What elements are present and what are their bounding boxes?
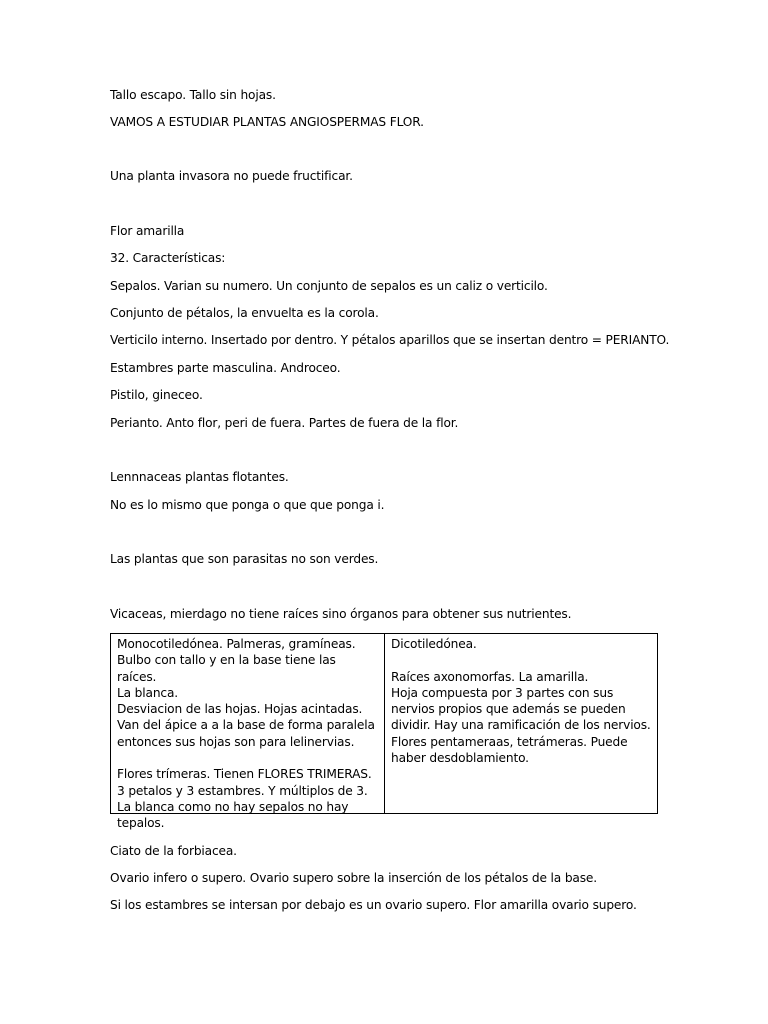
table-cell-line: Desviacion de las hojas. Hojas acintadas. Van del ápice a a la base de forma paralela entonces sus hojas son para lelinervias. xyxy=(117,702,375,749)
table-cell-line: Hoja compuesta por 3 partes con sus nervios propios que además se pueden dividir. Hay una ramificación de los nervios. xyxy=(391,685,651,733)
table-cell-line: Raíces axonomorfas. La amarilla. xyxy=(391,669,589,684)
comparison-table xyxy=(110,633,658,831)
table-cell-line: La blanca. xyxy=(117,685,178,700)
table-cell-line: Dicotiledónea. xyxy=(391,637,477,651)
paragraph: Las plantas que son parasitas no son verdes. xyxy=(110,552,379,566)
paragraph: VAMOS A ESTUDIAR PLANTAS ANGIOSPERMAS FLOR. xyxy=(110,115,424,129)
paragraph: Conjunto de pétalos, la envuelta es la corola. xyxy=(110,306,379,320)
table-cell-line: La blanca como no hay sepalos no hay tepalos. xyxy=(117,799,349,831)
paragraph: Estambres parte masculina. Androceo. xyxy=(110,361,341,375)
paragraph: Ciato de la forbiacea. xyxy=(110,844,237,858)
table-cell-line: Flores pentameraas, tetrámeras. Puede haber desdoblamiento. xyxy=(391,734,628,766)
table-cell-monocot xyxy=(111,634,385,831)
paragraph: Perianto. Anto flor, peri de fuera. Partes de fuera de la flor. xyxy=(110,416,459,430)
paragraph: No es lo mismo que ponga o que que ponga i. xyxy=(110,498,385,512)
paragraph: Ovario infero o supero. Ovario supero sobre la inserción de los pétalos de la base. xyxy=(110,871,597,885)
table-cell-line: Monocotiledónea. Palmeras, gramíneas. xyxy=(117,637,356,651)
paragraph: 32. Características: xyxy=(110,251,226,265)
table-cell-line: Bulbo con tallo y en la base tiene las raíces. xyxy=(117,653,336,684)
table-cell-dicot xyxy=(385,634,657,813)
paragraph: Si los estambres se intersan por debajo es un ovario supero. Flor amarilla ovario supero. xyxy=(110,898,637,912)
table-cell-blank-line xyxy=(391,652,651,668)
paragraph: Sepalos. Varian su numero. Un conjunto de sepalos es un caliz o verticilo. xyxy=(110,279,548,293)
paragraph: Verticilo interno. Insertado por dentro. Y pétalos aparillos que se insertan dentro = PERIANTO. xyxy=(110,333,670,347)
paragraph: Lennnaceas plantas flotantes. xyxy=(110,470,289,484)
paragraph: Vicaceas, mierdago no tiene raíces sino órganos para obtener sus nutrientes. xyxy=(110,607,572,621)
paragraph: Tallo escapo. Tallo sin hojas. xyxy=(110,88,276,102)
table-cell-line: Flores trímeras. Tienen FLORES TRIMERAS. 3 petalos y 3 estambres. Y múltiplos de 3. xyxy=(117,767,372,798)
table-cell-blank-line xyxy=(117,750,378,766)
paragraph: Una planta invasora no puede fructificar. xyxy=(110,169,353,183)
paragraph: Pistilo, gineceo. xyxy=(110,388,203,402)
paragraph: Flor amarilla xyxy=(110,224,185,238)
